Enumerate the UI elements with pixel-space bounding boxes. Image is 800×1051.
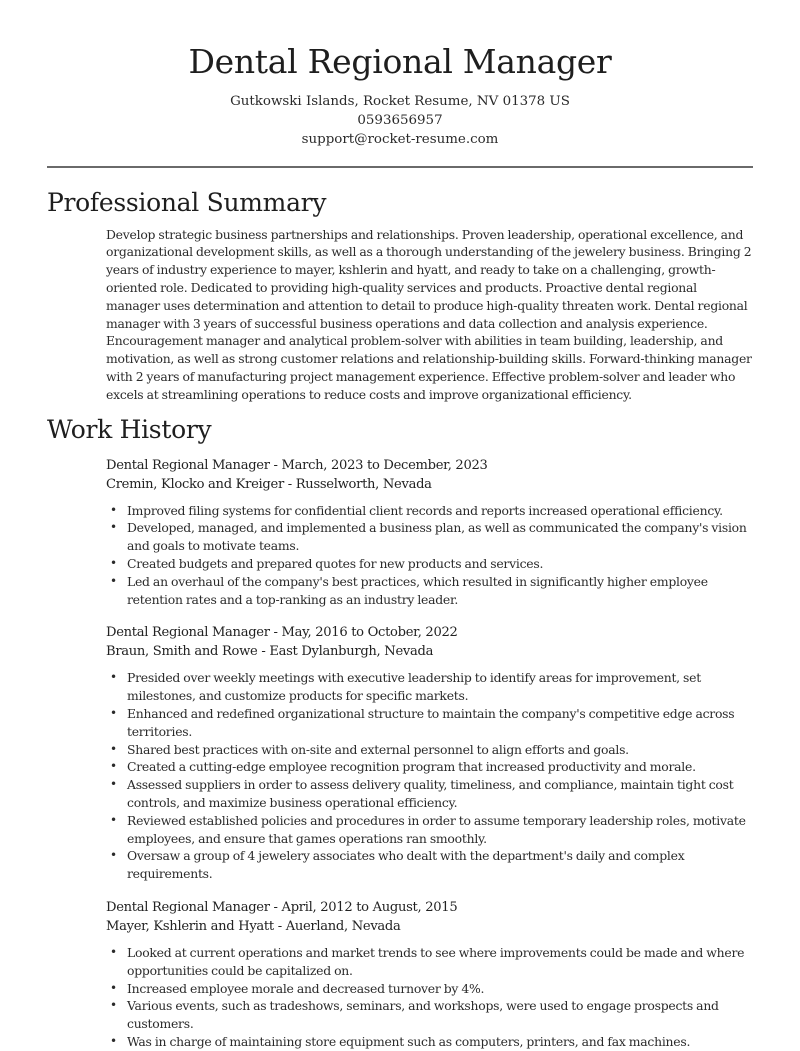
bullet-icon: • (110, 555, 117, 570)
list-item (110, 980, 753, 998)
bullet-icon: • (110, 520, 117, 535)
bullet-icon: • (110, 998, 117, 1013)
list-item (110, 847, 753, 883)
list-item (110, 705, 753, 741)
list-item (110, 944, 753, 980)
contact-block (47, 92, 753, 150)
contact-phone: 0593656957 (357, 113, 443, 129)
bullet-text: Improved filing systems for confidential client records and reports increased operational efficiency. (127, 502, 723, 518)
list-item (110, 997, 753, 1033)
section-title-work-history: Work History (47, 414, 212, 444)
job-bullets (106, 502, 753, 609)
bullet-text: Looked at current operations and market trends to see where improvements could be made and where opportunities could be capitalized on. (127, 944, 745, 978)
header-divider (47, 166, 753, 168)
bullet-icon: • (110, 573, 117, 588)
bullet-text: Developed, managed, and implemented a business plan, as well as communicated the company's vision and goals to motivate teams. (127, 520, 747, 554)
contact-address: Gutkowski Islands, Rocket Resume, NV 01378 US (230, 94, 570, 109)
bullet-text: Shared best practices with on-site and external personnel to align efforts and goals. (127, 741, 629, 757)
bullet-icon: • (110, 944, 117, 959)
bullet-icon: • (110, 980, 117, 995)
job-entry (106, 456, 753, 609)
bullet-text: Oversaw a group of 4 jewelery associates who dealt with the department's daily and complex requirements. (127, 848, 685, 882)
summary-text: Develop strategic business partnerships and relationships. Proven leadership, operational excellence, and organizational development skills, as well as a thorough understanding of the jewelery business. Bringing 2 years of industry experience to mayer, kshlerin and hyatt, and ready to take on a challenging, growth-oriented role. Dedicated to providing high-quality services and products. Proactive dental regional manager uses determination and attention to detail to produce high-quality threaten work. Dental regional manager with 3 years of successful business operations and data collection and analysis experience. Encouragement manager and analytical problem-solver with abilities in team building, leadership, and motivation, as well as strong customer relations and relationship-building skills. Forward-thinking manager with 2 years of manufacturing project management experience. Effective problem-solver and leader who excels at streamlining operations to reduce costs and improve organizational efficiency. (106, 226, 752, 402)
list-item (110, 502, 753, 520)
list-item (110, 519, 753, 555)
bullet-icon: • (110, 777, 117, 792)
resume-page (47, 0, 753, 1051)
job-title-dates: Dental Regional Manager - March, 2023 to December, 2023 (106, 457, 488, 473)
list-item (110, 555, 753, 573)
list-item (110, 758, 753, 776)
bullet-text: Various events, such as tradeshows, seminars, and workshops, were used to engage prospects and customers. (127, 998, 719, 1032)
bullet-icon: • (110, 759, 117, 774)
list-item (110, 1033, 753, 1051)
bullet-icon: • (110, 848, 117, 863)
job-entry (106, 898, 753, 1051)
bullet-icon: • (110, 670, 117, 685)
job-company-location: Braun, Smith and Rowe - East Dylanburgh, Nevada (106, 644, 434, 660)
job-title-dates: Dental Regional Manager - May, 2016 to October, 2022 (106, 625, 458, 641)
bullet-text: Created budgets and prepared quotes for new products and services. (127, 555, 544, 571)
bullet-text: Reviewed established policies and procedures in order to assume temporary leadership roles, motivate employees, and ensure that games operations ran smoothly. (127, 812, 746, 846)
bullet-text: Presided over weekly meetings with executive leadership to identify areas for improvement, set milestones, and customize products for specific markets. (127, 670, 701, 704)
list-item (110, 741, 753, 759)
contact-email: support@rocket-resume.com (301, 132, 499, 148)
bullet-text: Led an overhaul of the company's best practices, which resulted in significantly higher employee retention rates and a top-ranking as an industry leader. (127, 573, 708, 607)
bullet-icon: • (110, 741, 117, 756)
bullet-text: Assessed suppliers in order to assess delivery quality, timeliness, and compliance, maintain tight cost controls, and maximize business operational efficiency. (127, 777, 734, 810)
section-title-summary: Professional Summary (47, 187, 327, 217)
list-item (110, 573, 753, 609)
bullet-text: Increased employee morale and decreased turnover by 4%. (127, 980, 485, 996)
bullet-icon: • (110, 705, 117, 720)
job-title-dates: Dental Regional Manager - April, 2012 to August, 2015 (106, 899, 458, 915)
job-entry (106, 623, 753, 883)
job-bullets (106, 669, 753, 883)
job-company-location: Cremin, Klocko and Kreiger - Russelworth, Nevada (106, 476, 432, 492)
job-company-location: Mayer, Kshlerin and Hyatt - Auerland, Nevada (106, 918, 401, 934)
bullet-icon: • (110, 502, 117, 517)
bullet-text: Created a cutting-edge employee recognition program that increased productivity and morale. (127, 759, 696, 775)
bullet-text: Was in charge of maintaining store equipment such as computers, printers, and fax machines. (127, 1033, 691, 1049)
candidate-name: Dental Regional Manager (188, 42, 612, 81)
list-item (110, 669, 753, 705)
bullet-text: Enhanced and redefined organizational structure to maintain the company's competitive edge across territories. (127, 705, 735, 739)
professional-summary-section (47, 186, 753, 404)
bullet-icon: • (110, 1033, 117, 1048)
list-item (110, 776, 753, 812)
work-history-section (47, 413, 753, 1051)
resume-header (47, 0, 753, 150)
bullet-icon: • (110, 812, 117, 827)
list-item (110, 812, 753, 848)
